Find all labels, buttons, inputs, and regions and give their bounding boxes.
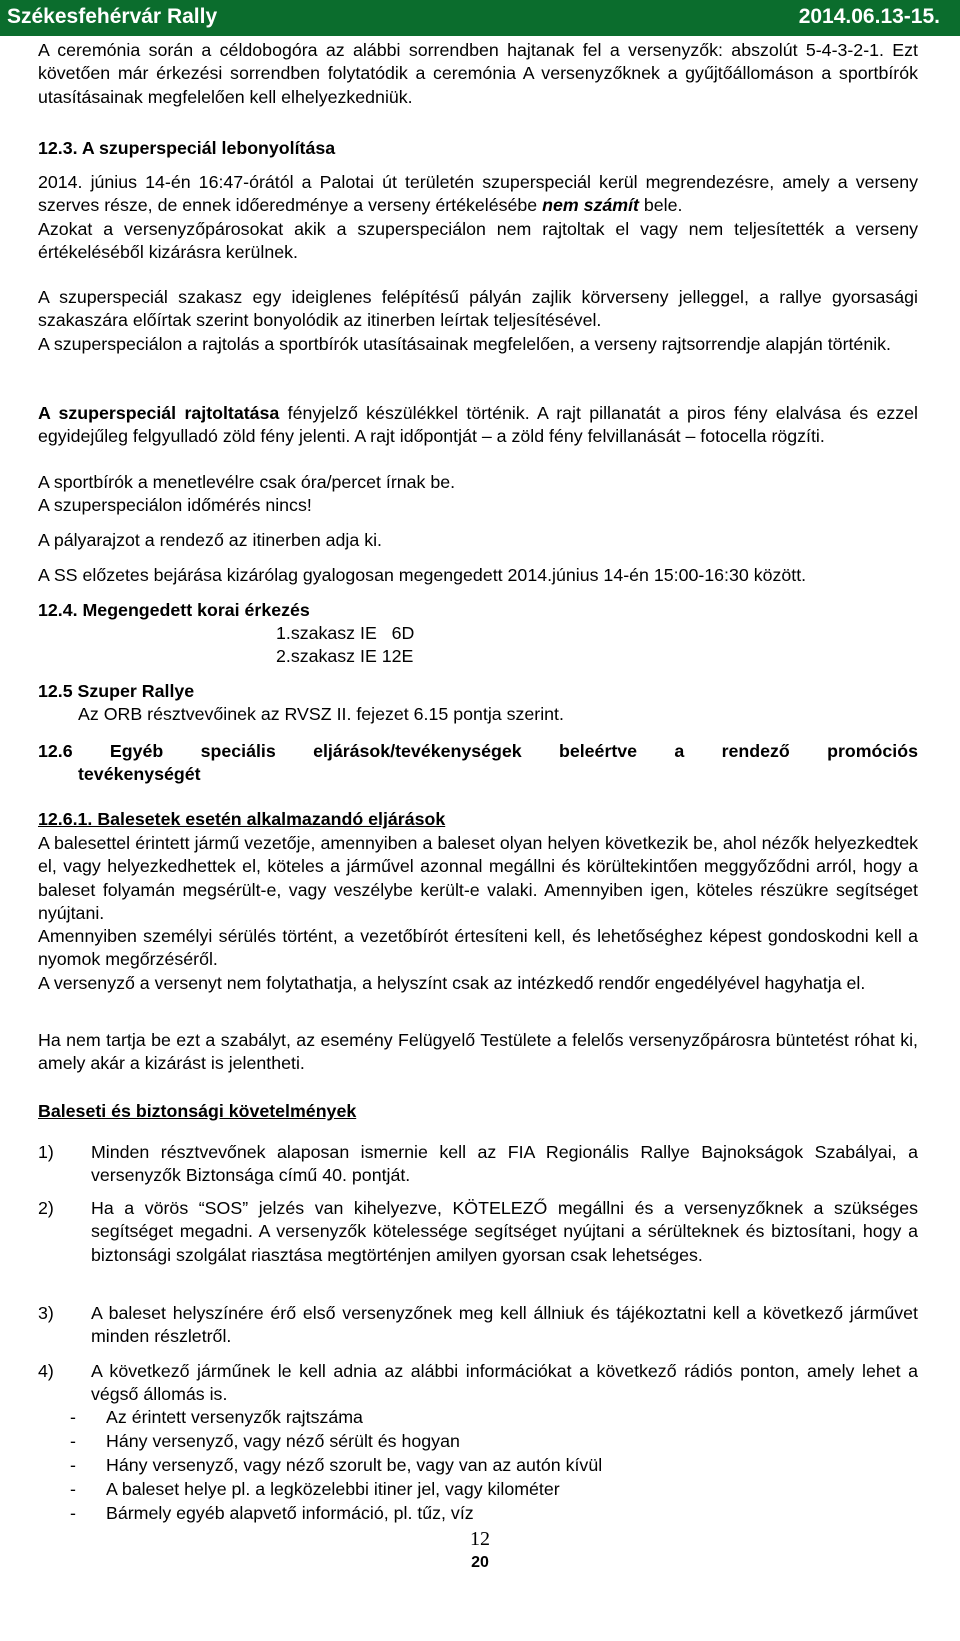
dash-bullet: - [70, 1407, 76, 1427]
section-12-3-paragraph-5: A szuperspeciál rajtoltatása fényjelző készülékkel történik. A rajt pillanatát a piros fény elalvása és ezzel egyidejűleg felgyulladó zöld fény jelenti. A rajt időpontját – a zöld fény felvillanását – fotocella rögzíti. [38, 403, 918, 447]
section-12-6-1-paragraph-3: A versenyző a versenyt nem folytathatja, a helyszínt csak az intézkedő rendőr engedélyével hagyhatja el. [38, 973, 866, 993]
intro-paragraph: A ceremónia során a céldobogóra az alábbi sorrendben hajtanak fel a versenyzők: abszolút 5-4-3-2-1. Ezt követően már érkezési sorrendben folytatódik a ceremónia A versenyzőknek a gyűjtőállomáson a sportbírók utasításainak megfelelően kell elhelyezkedniük. [38, 40, 918, 107]
dash-item-3: Hány versenyző, vagy néző szorult be, vagy van az autón kívül [106, 1455, 603, 1475]
page-number: 12 [470, 1528, 490, 1550]
dash-bullet: - [70, 1431, 76, 1451]
section-12-6-heading-cont: tevékenységét [78, 764, 201, 784]
section-12-6-1-paragraph-4: Ha nem tartja be ezt a szabályt, az esemény Felügyelő Testülete a felelős versenyzőpárosra büntetést róhat ki, amely akár a kizárást is jelentheti. [38, 1030, 918, 1074]
safety-item-4-text: A következő járműnek le kell adnia az alábbi információkat a következő rádiós ponton, amely lehet a végső állomás is. [91, 1361, 918, 1405]
dash-bullet: - [70, 1479, 76, 1499]
page-total: 20 [471, 1554, 489, 1571]
safety-item-2-number: 2) [38, 1198, 54, 1218]
emphasis-nem-szamit: nem számít [542, 195, 639, 216]
early-arrival-line-2: 2.szakasz IE 12E [276, 646, 414, 666]
section-12-3-paragraph-1: 2014. június 14-én 16:47-órától a Palotai út területén szuperspeciál kerül megrendezésre, amely a verseny szerves része, de ennek időeredménye a verseny értékelésébe nem számít bele. [38, 172, 918, 216]
dash-bullet: - [70, 1503, 76, 1523]
safety-item-3-number: 3) [38, 1303, 54, 1323]
header-date: 2014.06.13-15. [798, 5, 940, 28]
section-12-6-heading: 12.6 Egyéb speciális eljárások/tevékenységek beleértve a rendező promóciós [38, 741, 918, 761]
section-12-3-paragraph-9: A SS előzetes bejárása kizárólag gyalogosan megengedett 2014.június 14-én 15:00-16:30 között. [38, 565, 807, 585]
section-12-6-1-paragraph-2: Amennyiben személyi sérülés történt, a vezetőbírót értesíteni kell, és lehetőséghez képest gondoskodni kell a nyomok megőrzéséről. [38, 926, 918, 970]
safety-heading: Baleseti és biztonsági követelmények [38, 1101, 357, 1121]
early-arrival-line-1: 1.szakasz IE 6D [276, 623, 415, 643]
section-12-6-1-paragraph-1: A balesettel érintett jármű vezetője, amennyiben a baleset olyan helyen következik be, ahol nézők helyezkedtek el, vagy helyezkedhettek el, köteles a járművel azonnal megállni és körültekintően meggyőződni arról, hogy a baleset folyamán megsérült-e, vagy veszélybe került-e valaki. Amennyiben igen, köteles részükre segítséget nyújtani. [38, 833, 918, 923]
section-12-4-heading: 12.4. Megengedett korai érkezés [38, 600, 310, 620]
section-12-3-heading: 12.3. A szuperspeciál lebonyolítása [38, 138, 336, 158]
header-title: Székesfehérvár Rally [7, 5, 218, 28]
section-12-5-text: Az ORB résztvevőinek az RVSZ II. fejezet 6.15 pontja szerint. [78, 704, 564, 724]
section-12-3-paragraph-6: A sportbírók a menetlevélre csak óra/percet írnak be. [38, 472, 456, 492]
dash-item-4: A baleset helye pl. a legközelebbi itiner jel, vagy kilométer [106, 1479, 560, 1499]
safety-item-1-number: 1) [38, 1142, 54, 1162]
safety-item-4-number: 4) [38, 1361, 54, 1381]
dash-bullet: - [70, 1455, 76, 1475]
section-12-5-heading: 12.5 Szuper Rallye [38, 681, 195, 701]
safety-item-2-text: Ha a vörös “SOS” jelzés van kihelyezve, KÖTELEZŐ megállni és a versenyzőknek a szükséges segítséget megadni. A versenyzők kötelessége segítséget nyújtani a sérülteknek és biztosítani, hogy a biztonsági szolgálat riasztása megtörténjen amilyen gyorsan csak lehetséges. [91, 1198, 918, 1265]
page-header [0, 0, 960, 36]
dash-item-1: Az érintett versenyzők rajtszáma [106, 1407, 363, 1427]
dash-item-5: Bármely egyéb alapvető információ, pl. tűz, víz [106, 1503, 474, 1523]
section-12-3-paragraph-7: A szuperspeciálon időmérés nincs! [38, 495, 312, 515]
section-12-3-paragraph-8: A pályarajzot a rendező az itinerben adja ki. [38, 530, 382, 550]
section-12-3-paragraph-4: A szuperspeciálon a rajtolás a sportbírók utasításainak megfelelően, a verseny rajtsorrendje alapján történik. [38, 334, 891, 354]
section-12-6-1-heading: 12.6.1. Balesetek esetén alkalmazandó eljárások [38, 809, 446, 829]
section-12-3-paragraph-2: Azokat a versenyzőpárosokat akik a szuperspeciálon nem rajtoltak el vagy nem teljesítették a verseny értékeléséből kizárásra kerülnek. [38, 219, 918, 263]
safety-item-1-text: Minden résztvevőnek alaposan ismernie kell az FIA Regionális Rallye Bajnokságok Szabályai, a versenyzők Biztonsága című 40. pontját. [91, 1142, 918, 1186]
safety-item-3-text: A baleset helyszínére érő első versenyzőnek meg kell állniuk és tájékoztatni kell a következő járművet minden részletről. [91, 1303, 918, 1347]
section-12-3-paragraph-3: A szuperspeciál szakasz egy ideiglenes felépítésű pályán zajlik körverseny jelleggel, a rallye gyorsasági szakaszára előírtak szerint bonyolódik az itinerben leírtak teljesítésével. [38, 287, 918, 331]
dash-item-2: Hány versenyző, vagy néző sérült és hogyan [106, 1431, 460, 1451]
